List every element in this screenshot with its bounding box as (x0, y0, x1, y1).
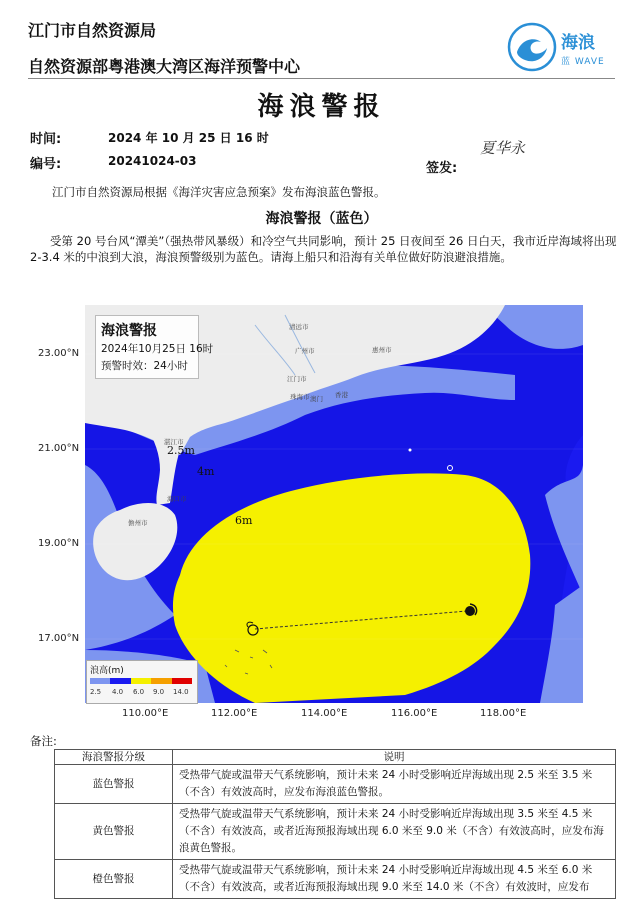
lon-label: 112.00°E (211, 708, 258, 719)
sign-label: 签发: (426, 161, 458, 176)
wave-logo-icon (507, 22, 557, 72)
logo-text: 海浪 (561, 33, 595, 53)
signature: 夏华永 (480, 139, 526, 157)
city-label: 清远市 (289, 323, 309, 331)
number-label: 编号: (30, 157, 62, 172)
legend-tick: 2.5 (90, 688, 102, 696)
legend-tick: 6.0 (133, 688, 145, 696)
legend-tick: 14.0 (173, 688, 189, 696)
legend-tick: 4.0 (112, 688, 124, 696)
map-title: 海浪警报 (101, 323, 157, 339)
table-header-level: 海浪警报分级 (55, 750, 173, 765)
warning-level-table (54, 749, 616, 899)
level-name: 橙色警报 (55, 860, 173, 899)
time-label: 时间: (30, 132, 62, 147)
issuing-org: 江门市自然资源局 (28, 21, 157, 40)
table-row (55, 804, 616, 860)
intro-text: 江门市自然资源局根据《海洋灾害应急预案》发布海浪蓝色警报。 (52, 185, 386, 199)
lon-label: 110.00°E (122, 708, 169, 719)
map-validity: 预警时效：24小时 (101, 360, 188, 372)
city-label: 儋州市 (128, 519, 148, 527)
lat-label: 17.00°N (38, 633, 80, 644)
city-label: 广州市 (295, 347, 315, 355)
logo-subtext: 蓝 WAVE (561, 57, 605, 67)
header-divider (28, 78, 615, 79)
legend-color-bar (90, 678, 192, 684)
legend-tick: 9.0 (153, 688, 165, 696)
table-row (55, 765, 616, 804)
contour-label-4m: 4m (197, 465, 215, 478)
level-name: 蓝色警报 (55, 765, 173, 804)
alert-paragraph: 受第 20 号台风“潭美”（强热带风暴级）和冷空气共同影响，预计 25 日夜间至 26 日白天，我市近岸海域将出现 2-3.4 米的中浪到大浪，海浪预警级别为蓝色。请海上船只和沿海有关单位做好防浪避浪措施。 (30, 234, 617, 264)
contour-label-2.5m: 2.5m (167, 444, 195, 457)
table-header-row (55, 750, 616, 765)
level-name: 黄色警报 (55, 804, 173, 860)
level-desc: 受热带气旋或温带天气系统影响，预计未来 24 小时受影响近岸海域出现 3.5 米至 4.5 米（不含）有效波高，或者近海预报海域出现 6.0 米至 9.0 米（不含）有效波高时，应发布海浪黄色警报。 (173, 804, 616, 860)
lat-label: 21.00°N (38, 443, 80, 454)
city-label: 香港 (335, 391, 348, 399)
city-label: 珠海市 (290, 393, 310, 401)
time-value: 2024 年 10 月 25 日 16 时 (108, 131, 269, 145)
issuing-center: 自然资源部粤港澳大湾区海洋预警中心 (28, 57, 301, 76)
city-label: 江门市 (287, 375, 307, 383)
notes-label: 备注: (30, 734, 57, 748)
document-title: 海浪警报 (257, 92, 386, 122)
city-label: 澳门 (310, 395, 323, 403)
alert-subtitle: 海浪警报（蓝色） (265, 211, 378, 227)
map-datetime: 2024年10月25日 16时 (101, 343, 214, 355)
lat-label: 23.00°N (38, 348, 80, 359)
lon-label: 114.00°E (301, 708, 348, 719)
wave-logo (507, 22, 611, 72)
lon-label: 116.00°E (391, 708, 438, 719)
city-label: 惠州市 (372, 346, 392, 354)
table-header-desc: 说明 (173, 750, 616, 765)
table-row (55, 860, 616, 899)
contour-label-6m: 6m (235, 514, 253, 527)
city-label: 海口市 (167, 495, 187, 503)
number-value: 20241024-03 (108, 154, 197, 168)
legend-title: 浪高(m) (90, 666, 124, 676)
level-desc: 受热带气旋或温带天气系统影响，预计未来 24 小时受影响近岸海域出现 4.5 米至 6.0 米（不含）有效波高，或者近海预报海域出现 9.0 米至 14.0 米（不含）有效波时，应发布 (173, 860, 616, 899)
lon-label: 118.00°E (480, 708, 527, 719)
lat-label: 19.00°N (38, 538, 80, 549)
level-desc: 受热带气旋或温带天气系统影响，预计未来 24 小时受影响近岸海域出现 2.5 米至 3.5 米（不含）有效波高时，应发布海浪蓝色警报。 (173, 765, 616, 804)
city-label: 湛江市 (164, 438, 184, 446)
